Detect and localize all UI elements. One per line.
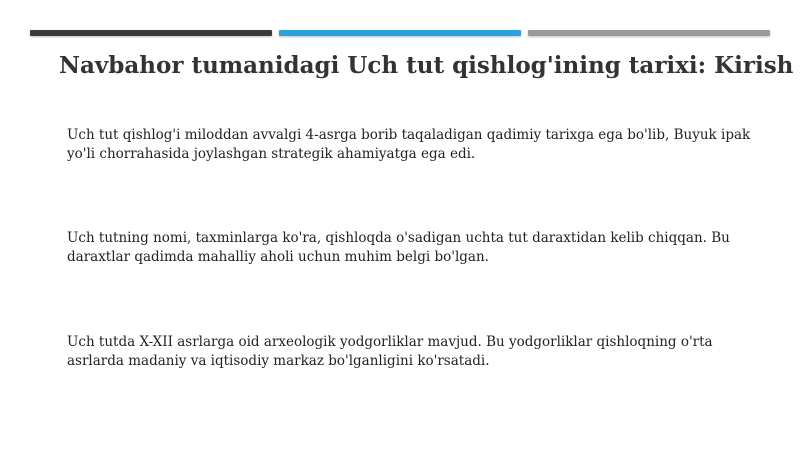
slide-title: Navbahor tumanidagi Uch tut qishlog'ining tarixi: Kirish [59, 52, 794, 79]
paragraph-name-origin: Uch tutning nomi, taxminlarga ko'ra, qishloqda o'sadigan uchta tut daraxtidan kelib chiqqan. Bu daraxtlar qadimda mahalliy aholi uchun muhim belgi bo'lgan. [67, 230, 730, 265]
accent-bar-blue [279, 30, 521, 36]
accent-bar-dark [30, 30, 272, 36]
paragraph-history: Uch tut qishlog'i miloddan avvalgi 4-asrga borib taqaladigan qadimiy tarixga ega bo'lib, Buyuk ipak yo'li chorrahasida joylashgan strategik ahamiyatga ega edi. [67, 127, 751, 162]
paragraph-monuments: Uch tutda X-XII asrlarga oid arxeologik yodgorliklar mavjud. Bu yodgorliklar qishloqning o'rta asrlarda madaniy va iqtisodiy markaz bo'lganligini ko'rsatadi. [67, 334, 713, 369]
accent-bar-gray [528, 30, 770, 36]
